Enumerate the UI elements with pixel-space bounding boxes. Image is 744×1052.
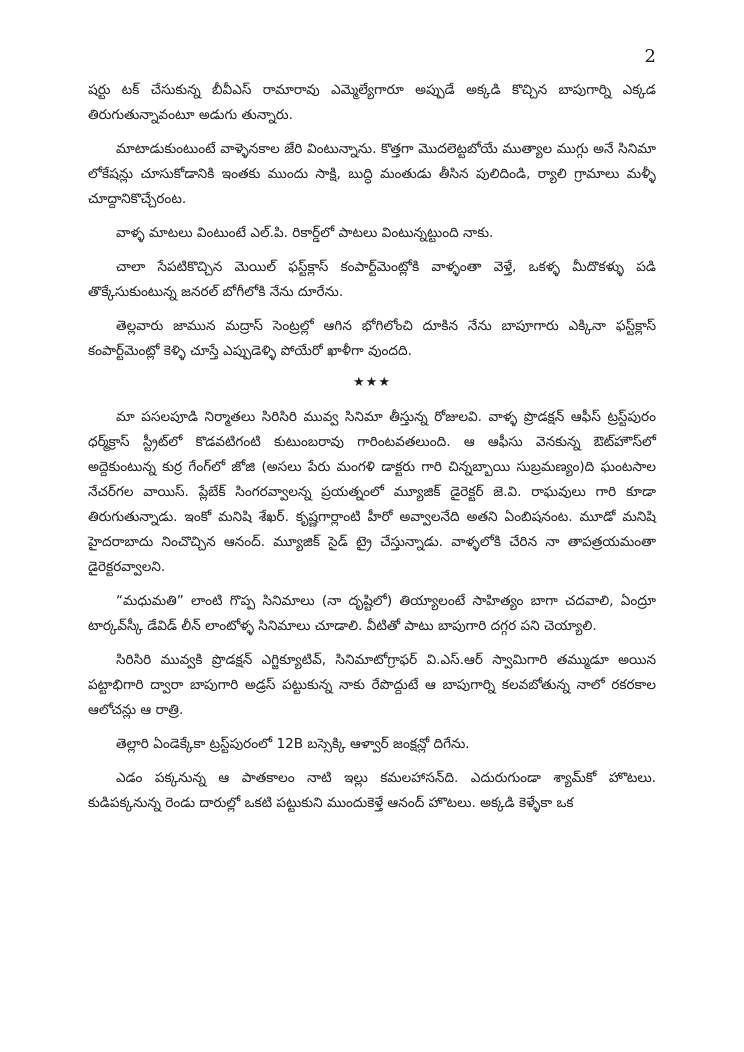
paragraph: తెల్లవారు జామున మద్రాస్ సెంట్రల్లో ఆగిన భోగిలోంచి దూకిన నేను బాపూగారు ఎక్కినా ఫస్ట్‌క్లాస్ కంపార్ట్‌మెంట్లో కెళ్ళి చూస్తే ఎప్పుడెళ్ళి పోయేరో ఖాళీగా వుందది. xyxy=(88,318,656,359)
paragraph: వాళ్ళ మాటలు వింటుంటే ఎల్.పి. రికార్డ్‌లో పాటలు వింటున్నట్టుంది నాకు. xyxy=(116,225,494,241)
paragraph: మాటాడుకుంటుంటే వాళ్ళెనకాల జేరి వింటున్నాను. కొత్తగా మొదలెట్టబోయే ముత్యాల ముగ్గు అనే సినిమా లోకేషన్లు చూసుకోడానికి ఇంతకు ముందు సాక్షి, బుద్ధి మంతుడు తీసిన పులిదిండి, ర్యాలి గ్రామాలు మళ్ళీ చూద్దానికొచ్చేరంట. xyxy=(88,141,656,207)
paragraph: “మధుమతి” లాంటి గొప్ప సినిమాలు (నా దృష్టిలో) తియ్యాలంటే సాహిత్యం బాగా చదవాలి, ఏంద్రూ టార్కవ్‌స్కీ డేవిడ్ లీన్ లాంటోళ్ళ సినిమాలు చూడాలి. వీటితో పాటు బాపుగారి దగ్గర పని చెయ్యాలి. xyxy=(88,593,656,634)
page-number: 2 xyxy=(644,46,656,67)
section-separator: ★★★ xyxy=(353,375,391,390)
paragraph: చాలా సేపటికొచ్చిన మెయిల్ ఫస్ట్‌క్లాస్ కంపార్ట్‌మెంట్లోకి వాళ్ళంతా వెళ్తే, ఒకళ్ళ మీదొకళ్ళు పడి తొక్కేసుకుంటున్న జనరల్ బోగీలోకి నేను దూరేను. xyxy=(88,259,656,300)
paragraph: సిరిసిరి మువ్వకి ప్రొడక్షన్ ఎగ్జిక్యూటివ్, సినిమాటోగ్రాఫర్ వి.ఎస్.ఆర్ స్వామిగారి తమ్ముడూ అయిన పట్టాభిగారి ద్వారా బాపుగారి అడ్రస్ పట్టుకున్న నాకు రేపొద్దుటే ఆ బాపుగార్ని కలవబోతున్న నాలో రకరకాల ఆలోచన్లు ఆ రాత్రి. xyxy=(88,652,656,718)
paragraph: ఎడం పక్కనున్న ఆ పాతకాలం నాటి ఇల్లు కమలహాసన్‌ది. ఎదురుగుండా శ్యామ్‌కో హొటలు. కుడిపక్కనున్న రెండు దారుల్లో ఒకటి పట్టుకుని ముందుకెళ్తే ఆనంద్ హొటలు. అక్కడి కెళ్ళేకా ఒక xyxy=(88,770,656,811)
paragraph: షర్టు టక్ చేసుకున్న బీవీఎస్ రామారావు ఎమ్మెల్యేగారూ అప్పుడే అక్కడి కొచ్చిన బాపుగార్ని ఎక్కడ తిరుగుతున్నావంటూ అడుగు తున్నారు. xyxy=(88,82,656,123)
paragraph: మా పసలపూడి నిర్మాతలు సిరిసిరి మువ్వ సినిమా తీస్తున్న రోజులవి. వాళ్ళ ప్రొడక్షన్ ఆఫీస్ ట్రస్ట్‌పురం ధర్మ్‌క్రాస్ స్ట్రీట్‌లో కొడవటిగంటి కుటుంబరావు గారింటవతలుంది. ఆ ఆఫీసు వెనకున్న ఔట్‌హౌస్‌లో అద్దెకుంటున్న కుర్ర గేంగ్‌లో జోజి (అసలు పేరు మంగళి డాక్టరు గారి చిన్నబ్బాయి సుబ్రమణ్యం)ది ఘంటసాల నేచర్‌గల వాయిస్. ప్లేబేక్ సింగరవ్వాలన్న ప్రయత్నంలో మ్యూజిక్ డైరెక్టర్ జె.వి. రాఘవులు గారి కూడా తిరుగుతున్నాడు. ఇంకో మనిషి శేఖర్. కృష్ణగార్లాంటి హీరో అవ్వాలనేది అతని ఏంబిషనంట. మూడో మనిషి హైదరాబాదు నించొచ్చిన ఆనంద్. మ్యూజిక్ సైడ్ ట్రై చేస్తున్నాడు. వాళ్ళలోకి చేరిన నా తాపత్రయమంతా డైరెక్టరవ్వాలని. xyxy=(88,409,656,575)
paragraph: తెల్లారి ఏండెక్కేకా ట్రస్ట్‌పురంలో 12B బస్సెక్కి ఆళ్వార్ జంక్షన్లో దిగేను. xyxy=(116,736,470,752)
body-text xyxy=(88,78,656,825)
